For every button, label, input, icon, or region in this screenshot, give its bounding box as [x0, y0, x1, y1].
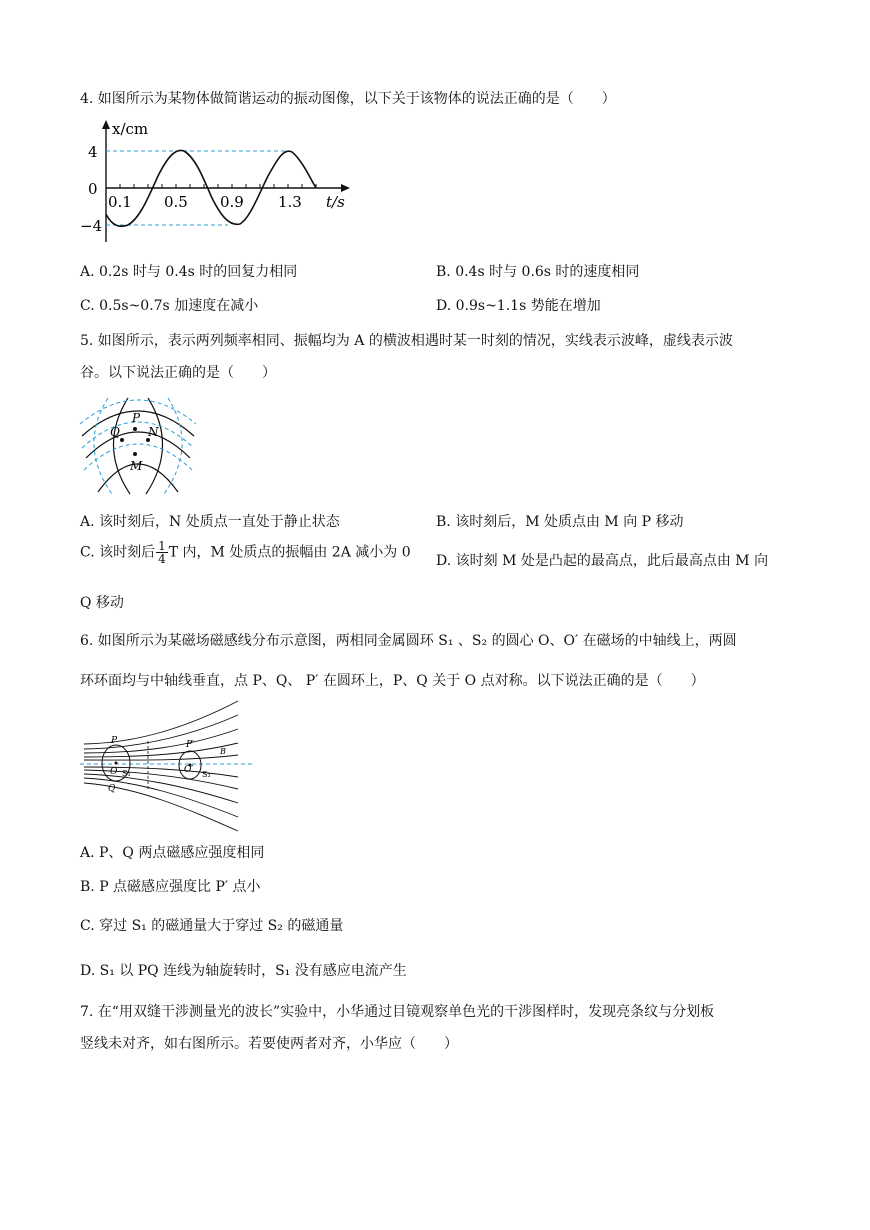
- q6-stem-line1: 6. 如图所示为某磁场磁感线分布示意图，两相同金属圆环 S₁ 、S₂ 的圆心 O、O′ 在磁场的中轴线上，两圆: [80, 633, 737, 649]
- q6-label-s1: S₁: [122, 769, 131, 778]
- q6-label-s2: S₂: [202, 770, 211, 779]
- q5-option-c-suffix: T 内，M 处质点的振幅由 2A 减小为 0: [168, 544, 411, 561]
- q4-x-axis-label: t/s: [326, 193, 345, 211]
- q6-option-a[interactable]: A. P、Q 两点磁感应强度相同: [80, 845, 265, 861]
- q5-option-c-prefix: C. 该时刻后: [80, 544, 156, 561]
- q4-option-b[interactable]: B. 0.4s 时与 0.6s 时的速度相同: [436, 264, 640, 280]
- q6-option-b[interactable]: B. P 点磁感应强度比 P′ 点小: [80, 879, 261, 895]
- q6-magnetic-field-figure: [78, 697, 268, 833]
- q4-x-tick-0.9: 0.9: [220, 193, 244, 211]
- q5-stem-line1: 5. 如图所示，表示两列频率相同、振幅均为 A 的横波相遇时某一时刻的情况，实线表示波峰，虚线表示波: [80, 333, 733, 349]
- q4-y-axis-label: x/cm: [112, 120, 149, 138]
- q6-label-o: O: [110, 767, 118, 777]
- q5-option-c-fraction: [156, 540, 168, 565]
- q7-stem-line2: 竖线未对齐，如右图所示。若要使两者对齐，小华应（ ）: [80, 1036, 458, 1052]
- q6-option-d[interactable]: D. S₁ 以 PQ 连线为轴旋转时，S₁ 没有感应电流产生: [80, 963, 407, 979]
- q4-vibration-graph: [78, 118, 358, 248]
- q4-option-c[interactable]: C. 0.5s~0.7s 加速度在减小: [80, 298, 259, 314]
- q4-x-tick-1.3: 1.3: [278, 193, 302, 211]
- q4-option-a[interactable]: A. 0.2s 时与 0.4s 时的回复力相同: [80, 264, 298, 280]
- q5-option-d[interactable]: D. 该时刻 M 处是凸起的最高点，此后最高点由 M 向: [436, 553, 769, 569]
- q5-option-d-continuation: Q 移动: [80, 595, 124, 611]
- q6-label-p: P: [111, 736, 118, 746]
- q4-x-tick-0.5: 0.5: [164, 193, 188, 211]
- q4-x-tick-0.1: 0.1: [108, 193, 132, 211]
- q5-stem-line2: 谷。以下说法正确的是（ ）: [80, 365, 276, 381]
- fraction-numerator: 1: [158, 539, 166, 553]
- q5-label-p: P: [132, 411, 141, 425]
- q5-label-n: N: [148, 425, 159, 439]
- q6-option-c[interactable]: C. 穿过 S₁ 的磁通量大于穿过 S₂ 的磁通量: [80, 918, 344, 934]
- q6-label-b: B: [220, 747, 226, 756]
- q5-option-b[interactable]: B. 该时刻后，M 处质点由 M 向 P 移动: [436, 514, 684, 530]
- q6-label-p-prime: P′: [186, 740, 195, 750]
- q6-label-o-prime: O′: [184, 765, 194, 775]
- q4-y-tick-neg4: −4: [80, 217, 103, 235]
- q5-option-c[interactable]: [80, 540, 411, 565]
- q4-option-d[interactable]: D. 0.9s~1.1s 势能在增加: [436, 298, 601, 314]
- q6-label-q: Q: [108, 784, 116, 794]
- q6-stem-line2: 环环面均与中轴线垂直，点 P、Q、 P′ 在圆环上，P、Q 关于 O 点对称。以下说法正确的是（ ）: [80, 673, 705, 689]
- q5-option-a[interactable]: A. 该时刻后，N 处质点一直处于静止状态: [80, 514, 340, 530]
- q4-y-tick-0: 0: [88, 180, 98, 198]
- q7-stem-line1: 7. 在“用双缝干涉测量光的波长”实验中，小华通过目镜观察单色光的干涉图样时，发现亮条纹与分划板: [80, 1004, 715, 1020]
- q5-label-m: M: [130, 459, 143, 473]
- q4-stem: 4. 如图所示为某物体做简谐运动的振动图像，以下关于该物体的说法正确的是（ ）: [80, 91, 616, 107]
- q5-label-q: Q: [110, 425, 120, 439]
- fraction-denominator: 4: [158, 552, 166, 566]
- q5-wave-interference-figure: [78, 396, 198, 496]
- q4-y-tick-4: 4: [88, 143, 98, 161]
